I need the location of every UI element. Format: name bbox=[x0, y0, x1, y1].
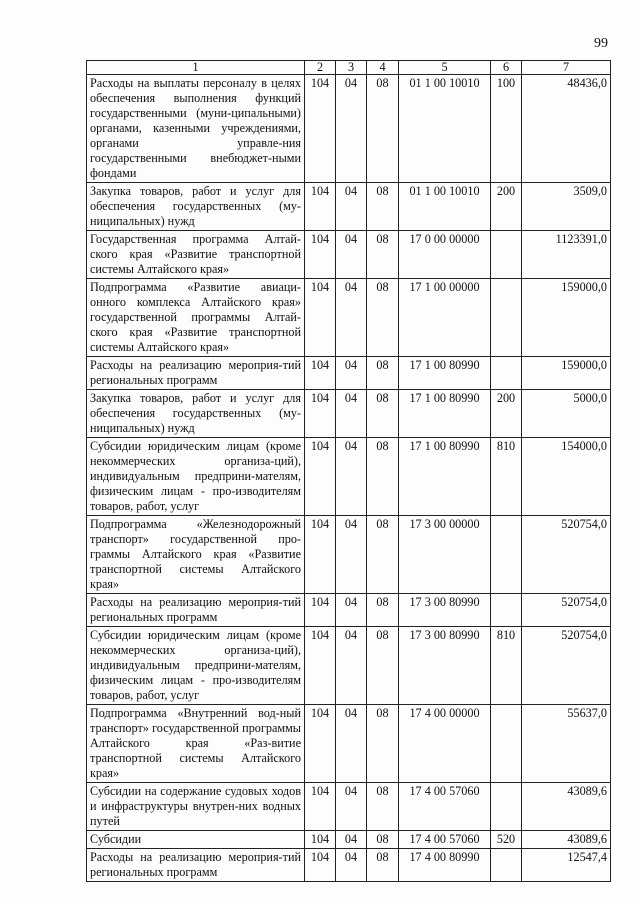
cell-code-section: 04 bbox=[336, 231, 367, 279]
cell-code-section: 04 bbox=[336, 831, 367, 849]
cell-code-ministry: 104 bbox=[305, 183, 336, 231]
table-row bbox=[87, 357, 611, 390]
cell-item-name: Расходы на выплаты персоналу в целях обеспечения выполнения функций государственными (муни-ципальными) органами, казенными учреждениями, органами управле-ния государственными внебюджет-ными фондами bbox=[87, 75, 305, 183]
cell-code-subsection: 08 bbox=[367, 231, 399, 279]
cell-code-expense-type bbox=[491, 783, 522, 831]
cell-code-target-article: 17 1 00 80990 bbox=[399, 357, 491, 390]
cell-amount: 159000,0 bbox=[522, 357, 611, 390]
cell-code-target-article: 01 1 00 10010 bbox=[399, 75, 491, 183]
cell-code-target-article: 17 1 00 80990 bbox=[399, 390, 491, 438]
page-number: 99 bbox=[594, 36, 608, 51]
cell-code-subsection: 08 bbox=[367, 705, 399, 783]
cell-code-subsection: 08 bbox=[367, 594, 399, 627]
table-row bbox=[87, 516, 611, 594]
cell-item-name: Субсидии юридическим лицам (кроме некоммерческих организа-ций), индивидуальным предприни-мателям, физическим лицам - про-изводителям товаров, работ, услуг bbox=[87, 438, 305, 516]
cell-code-ministry: 104 bbox=[305, 849, 336, 882]
cell-code-subsection: 08 bbox=[367, 627, 399, 705]
cell-code-expense-type bbox=[491, 705, 522, 783]
cell-code-target-article: 17 3 00 80990 bbox=[399, 594, 491, 627]
table-row bbox=[87, 594, 611, 627]
cell-code-section: 04 bbox=[336, 594, 367, 627]
cell-code-subsection: 08 bbox=[367, 357, 399, 390]
cell-code-expense-type: 810 bbox=[491, 438, 522, 516]
cell-item-name: Подпрограмма «Железнодорожный транспорт» государственной про-граммы Алтайского края «Развитие транспортной системы Алтайского края» bbox=[87, 516, 305, 594]
table-row bbox=[87, 183, 611, 231]
cell-code-section: 04 bbox=[336, 516, 367, 594]
cell-code-ministry: 104 bbox=[305, 75, 336, 183]
cell-code-section: 04 bbox=[336, 705, 367, 783]
cell-code-section: 04 bbox=[336, 183, 367, 231]
header-cell-4: 4 bbox=[367, 61, 399, 75]
cell-code-expense-type: 100 bbox=[491, 75, 522, 183]
table-row bbox=[87, 231, 611, 279]
cell-code-ministry: 104 bbox=[305, 831, 336, 849]
cell-amount: 154000,0 bbox=[522, 438, 611, 516]
header-cell-2: 2 bbox=[305, 61, 336, 75]
cell-code-subsection: 08 bbox=[367, 75, 399, 183]
header-cell-6: 6 bbox=[491, 61, 522, 75]
cell-code-ministry: 104 bbox=[305, 231, 336, 279]
cell-item-name: Закупка товаров, работ и услуг для обеспечения государственных (му-ниципальных) нужд bbox=[87, 183, 305, 231]
cell-code-target-article: 17 3 00 80990 bbox=[399, 627, 491, 705]
cell-amount: 48436,0 bbox=[522, 75, 611, 183]
cell-amount: 12547,4 bbox=[522, 849, 611, 882]
cell-code-target-article: 17 4 00 80990 bbox=[399, 849, 491, 882]
cell-code-subsection: 08 bbox=[367, 849, 399, 882]
header-cell-1: 1 bbox=[87, 61, 305, 75]
cell-code-target-article: 01 1 00 10010 bbox=[399, 183, 491, 231]
cell-code-subsection: 08 bbox=[367, 183, 399, 231]
cell-amount: 3509,0 bbox=[522, 183, 611, 231]
cell-code-ministry: 104 bbox=[305, 438, 336, 516]
cell-item-name: Расходы на реализацию мероприя-тий региональных программ bbox=[87, 849, 305, 882]
table-row bbox=[87, 783, 611, 831]
cell-amount: 1123391,0 bbox=[522, 231, 611, 279]
cell-code-subsection: 08 bbox=[367, 438, 399, 516]
cell-code-ministry: 104 bbox=[305, 594, 336, 627]
cell-code-section: 04 bbox=[336, 279, 367, 357]
cell-item-name: Подпрограмма «Развитие авиаци-онного комплекса Алтайского края» государственной программы Алтай-ского края «Развитие транспортной системы Алтайского края» bbox=[87, 279, 305, 357]
cell-code-section: 04 bbox=[336, 357, 367, 390]
cell-code-subsection: 08 bbox=[367, 831, 399, 849]
cell-code-ministry: 104 bbox=[305, 357, 336, 390]
cell-item-name: Государственная программа Алтай-ского края «Развитие транспортной системы Алтайского края» bbox=[87, 231, 305, 279]
cell-code-section: 04 bbox=[336, 627, 367, 705]
cell-item-name: Субсидии на содержание судовых ходов и инфраструктуры внутрен-них водных путей bbox=[87, 783, 305, 831]
cell-code-ministry: 104 bbox=[305, 279, 336, 357]
cell-amount: 520754,0 bbox=[522, 594, 611, 627]
cell-amount: 43089,6 bbox=[522, 783, 611, 831]
header-cell-7: 7 bbox=[522, 61, 611, 75]
cell-code-target-article: 17 4 00 57060 bbox=[399, 831, 491, 849]
table-row bbox=[87, 390, 611, 438]
cell-amount: 520754,0 bbox=[522, 627, 611, 705]
header-cell-5: 5 bbox=[399, 61, 491, 75]
table-row bbox=[87, 438, 611, 516]
cell-code-expense-type: 200 bbox=[491, 183, 522, 231]
cell-code-target-article: 17 0 00 00000 bbox=[399, 231, 491, 279]
cell-code-section: 04 bbox=[336, 849, 367, 882]
cell-amount: 520754,0 bbox=[522, 516, 611, 594]
cell-code-expense-type: 810 bbox=[491, 627, 522, 705]
cell-code-expense-type: 200 bbox=[491, 390, 522, 438]
cell-code-expense-type bbox=[491, 516, 522, 594]
cell-code-target-article: 17 1 00 80990 bbox=[399, 438, 491, 516]
cell-code-expense-type: 520 bbox=[491, 831, 522, 849]
table-row bbox=[87, 279, 611, 357]
header-cell-3: 3 bbox=[336, 61, 367, 75]
cell-code-target-article: 17 3 00 00000 bbox=[399, 516, 491, 594]
cell-amount: 159000,0 bbox=[522, 279, 611, 357]
table-row bbox=[87, 849, 611, 882]
cell-code-expense-type bbox=[491, 849, 522, 882]
cell-amount: 5000,0 bbox=[522, 390, 611, 438]
cell-item-name: Расходы на реализацию мероприя-тий региональных программ bbox=[87, 594, 305, 627]
cell-code-target-article: 17 1 00 00000 bbox=[399, 279, 491, 357]
cell-code-ministry: 104 bbox=[305, 783, 336, 831]
table-body bbox=[87, 75, 611, 882]
cell-code-expense-type bbox=[491, 357, 522, 390]
cell-code-ministry: 104 bbox=[305, 516, 336, 594]
cell-code-subsection: 08 bbox=[367, 390, 399, 438]
cell-item-name: Подпрограмма «Внутренний вод-ный транспорт» государственной программы Алтайского края «Раз-витие транспортной системы Алтайского края» bbox=[87, 705, 305, 783]
cell-code-subsection: 08 bbox=[367, 516, 399, 594]
cell-code-ministry: 104 bbox=[305, 705, 336, 783]
header-row bbox=[87, 61, 611, 75]
cell-item-name: Закупка товаров, работ и услуг для обеспечения государственных (му-ниципальных) нужд bbox=[87, 390, 305, 438]
cell-code-ministry: 104 bbox=[305, 390, 336, 438]
cell-item-name: Субсидии юридическим лицам (кроме некоммерческих организа-ций), индивидуальным предприни-мателям, физическим лицам - про-изводителям товаров, работ, услуг bbox=[87, 627, 305, 705]
cell-code-expense-type bbox=[491, 594, 522, 627]
cell-code-subsection: 08 bbox=[367, 279, 399, 357]
table-row bbox=[87, 831, 611, 849]
table-row bbox=[87, 75, 611, 183]
table-row bbox=[87, 705, 611, 783]
cell-amount: 43089,6 bbox=[522, 831, 611, 849]
cell-code-expense-type bbox=[491, 279, 522, 357]
cell-code-subsection: 08 bbox=[367, 783, 399, 831]
cell-code-section: 04 bbox=[336, 438, 367, 516]
cell-code-section: 04 bbox=[336, 75, 367, 183]
cell-code-section: 04 bbox=[336, 783, 367, 831]
cell-code-target-article: 17 4 00 57060 bbox=[399, 783, 491, 831]
cell-item-name: Субсидии bbox=[87, 831, 305, 849]
cell-code-ministry: 104 bbox=[305, 627, 336, 705]
cell-code-expense-type bbox=[491, 231, 522, 279]
table-row bbox=[87, 627, 611, 705]
budget-table bbox=[86, 60, 611, 882]
cell-item-name: Расходы на реализацию мероприя-тий региональных программ bbox=[87, 357, 305, 390]
cell-amount: 55637,0 bbox=[522, 705, 611, 783]
cell-code-target-article: 17 4 00 00000 bbox=[399, 705, 491, 783]
cell-code-section: 04 bbox=[336, 390, 367, 438]
